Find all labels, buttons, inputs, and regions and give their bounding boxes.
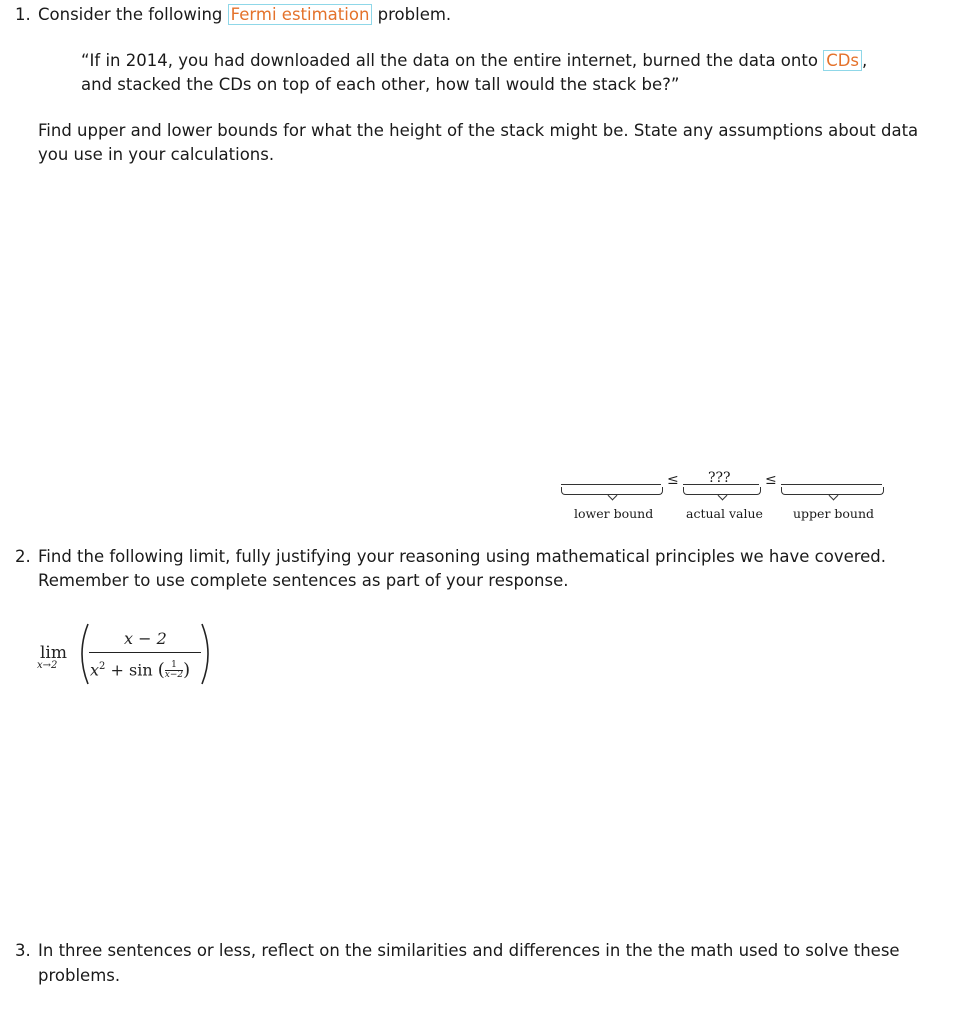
q1-instruction-line2: you use in your calculations. [38, 145, 275, 164]
inner-numerator: 1 [165, 661, 183, 671]
inner-denominator: x−2 [164, 670, 184, 681]
inner-close-paren: ) [183, 659, 191, 681]
right-paren [198, 622, 216, 686]
q2-line2: Remember to use complete sentences as part of your response. [38, 571, 569, 590]
cds-link[interactable]: CDs [823, 50, 862, 71]
lower-bound-blank[interactable] [561, 484, 661, 485]
lower-bound-brace [561, 487, 663, 495]
actual-value-label: actual value [686, 506, 763, 521]
den-plus: + [110, 660, 124, 680]
q1-title [38, 3, 451, 27]
upper-bound-brace [781, 487, 884, 495]
q2-line1: Find the following limit, fully justifying your reasoning using mathematical principles we have covered. [38, 547, 887, 566]
actual-value-brace [683, 487, 761, 495]
upper-bound-label: upper bound [793, 506, 875, 521]
leq-symbol-2: ≤ [765, 472, 777, 488]
q1-prefix: Consider the following [38, 5, 223, 24]
lower-bound-label: lower bound [574, 506, 654, 521]
den-exponent: 2 [99, 661, 106, 672]
actual-value-text: ??? [708, 470, 731, 486]
sin-function: sin [129, 660, 153, 680]
leq-symbol-1: ≤ [667, 472, 679, 488]
lim-operator: lim [40, 643, 67, 663]
q1-quote-line2: and stacked the CDs on top of each other, how tall would the stack be?” [81, 75, 680, 94]
denominator [90, 655, 190, 682]
fermi-estimation-link[interactable]: Fermi estimation [228, 4, 373, 25]
quote-line1-text: “If in 2014, you had downloaded all the data on the entire internet, burned the data onto [81, 51, 818, 70]
q1-number: 1. [15, 5, 31, 24]
lim-subscript: x→2 [37, 660, 58, 671]
upper-bound-blank[interactable] [781, 484, 882, 485]
actual-value-blank [683, 484, 759, 485]
q3-line2: problems. [38, 966, 121, 985]
quote-line1-post: , [862, 51, 868, 70]
q3-line1: In three sentences or less, reflect on the similarities and differences in the the math used to solve these [38, 941, 900, 960]
q2-number: 2. [15, 547, 31, 566]
den-x: x [90, 660, 100, 680]
inner-fraction [165, 661, 183, 680]
inner-open-paren: ( [157, 659, 165, 681]
numerator: x − 2 [124, 629, 167, 648]
q1-suffix: problem. [377, 5, 452, 24]
q1-quote-line1 [81, 49, 867, 73]
q3-number: 3. [15, 941, 31, 960]
q1-instruction-line1: Find upper and lower bounds for what the height of the stack might be. State any assumptions about data [38, 121, 919, 140]
fraction-bar [89, 652, 201, 653]
